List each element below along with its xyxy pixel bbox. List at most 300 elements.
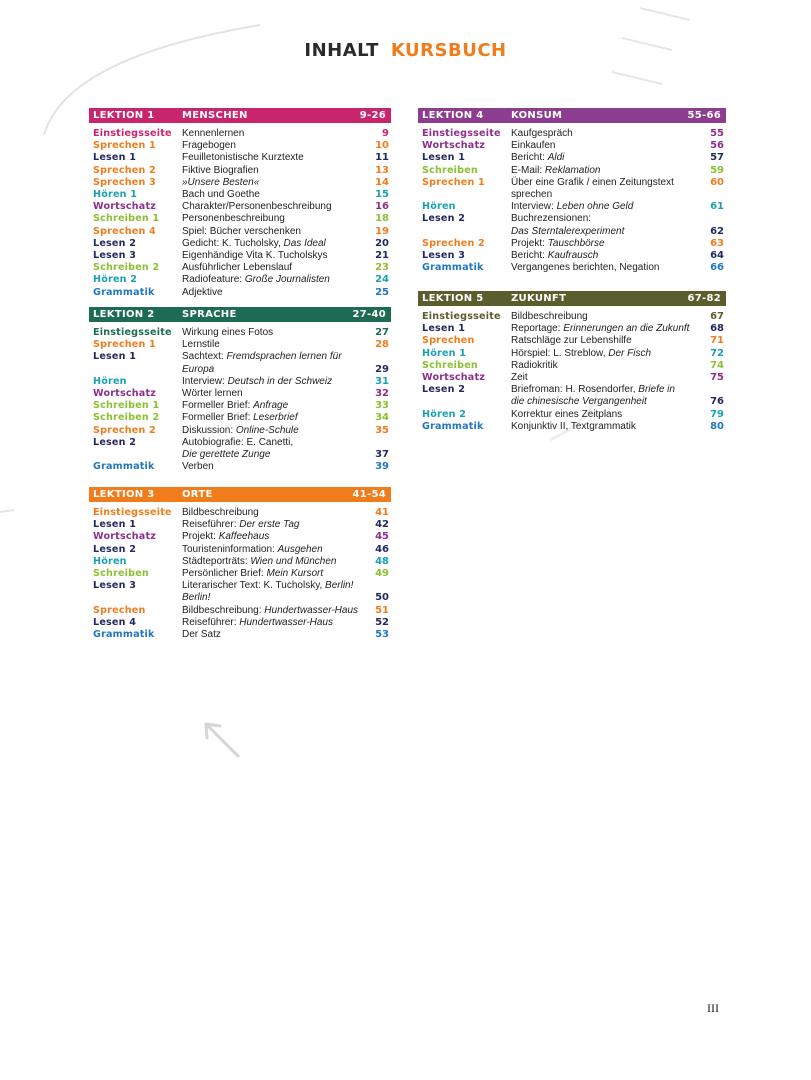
entry-category: Einstiegsseite <box>93 128 172 139</box>
entry-text-part: Formeller Brief: <box>182 412 254 424</box>
entry-page-number: 68 <box>710 323 724 335</box>
entry-category: Schreiben <box>422 164 478 176</box>
entry-text-part: Berlin! <box>325 580 354 592</box>
entry-description <box>511 384 700 396</box>
entry-text-part: Hundertwasser-Haus <box>239 616 333 628</box>
entry-text-part: Bericht: <box>511 152 548 164</box>
entry-description <box>182 213 365 225</box>
entry-text-part: Bildbeschreibung <box>182 507 259 518</box>
entry-page-number: 11 <box>375 152 389 164</box>
entry-category: Grammatik <box>93 629 155 641</box>
entry-category: Lesen 3 <box>93 250 137 262</box>
entry-page-number: 74 <box>710 359 724 371</box>
entry-text-part: Lernstile <box>182 339 220 351</box>
entry-text-part: Der Fisch <box>608 347 652 359</box>
entry-description <box>511 165 700 177</box>
entry-text-part: Europa <box>182 363 215 375</box>
entry-text-part: Literarischer Text: K. Tucholsky, <box>182 580 326 592</box>
toc-entry[interactable] <box>418 140 726 152</box>
entry-description <box>511 226 700 238</box>
entry-description <box>182 274 365 286</box>
entry-page-number: 75 <box>710 372 724 384</box>
entry-category: Lesen 1 <box>93 519 137 531</box>
entry-description <box>182 592 365 604</box>
lektion-topic: SPRACHE <box>182 309 237 320</box>
entry-text-part: Personenbeschreibung <box>182 213 285 225</box>
toc-entry[interactable] <box>89 507 391 519</box>
lektion-2-block <box>89 307 391 473</box>
lektion-header <box>89 487 391 502</box>
entry-category: Sprechen 2 <box>93 164 156 176</box>
toc-entry[interactable] <box>89 226 391 238</box>
entry-text-part: Charakter/Personenbeschreibung <box>182 201 332 213</box>
entry-text-part: Kaufgespräch <box>511 128 573 139</box>
entry-text-part: Berlin! <box>182 592 211 604</box>
lektion-header <box>418 108 726 123</box>
entry-description <box>182 617 365 629</box>
toc-entry[interactable] <box>89 177 391 189</box>
toc-entry[interactable] <box>89 568 391 580</box>
lektion-pages: 55-66 <box>687 110 721 121</box>
entry-text-part: Verben <box>182 461 214 473</box>
lektion-topic: ORTE <box>182 489 213 500</box>
lektion-entries <box>89 502 391 641</box>
entry-text-part: Sachtext: <box>182 351 227 363</box>
entry-category: Einstiegsseite <box>422 128 501 139</box>
entry-text-part: Reportage: <box>511 323 564 335</box>
entry-text-part: Korrektur eines Zeitplans <box>511 408 623 420</box>
entry-category: Lesen 3 <box>422 250 466 262</box>
entry-description <box>511 213 700 225</box>
entry-description <box>182 400 365 412</box>
lektion-pages: 41-54 <box>352 489 386 500</box>
entry-category: Lesen 2 <box>422 213 466 225</box>
lektion-entries <box>89 123 391 299</box>
entry-text-part: Reiseführer: <box>182 616 240 628</box>
entry-text-part: Vergangenes berichten, Negation <box>511 262 660 274</box>
entry-description <box>511 262 700 274</box>
toc-entry[interactable] <box>418 238 726 250</box>
entry-page-number: 45 <box>375 531 389 543</box>
entry-description <box>511 189 700 201</box>
toc-entry[interactable] <box>418 152 726 164</box>
toc-entry[interactable] <box>89 152 391 164</box>
entry-text-part: Reklamation <box>544 164 601 176</box>
entry-text-part: Das Ideal <box>283 237 326 249</box>
entry-category: Sprechen 2 <box>93 424 156 436</box>
entry-text-part: Radiofeature: <box>182 274 245 286</box>
toc-entry[interactable] <box>418 226 726 238</box>
toc-entry[interactable] <box>89 376 391 388</box>
toc-entry[interactable] <box>418 177 726 189</box>
entry-text-part: Persönlicher Brief: <box>182 568 267 580</box>
toc-entry[interactable] <box>89 556 391 568</box>
entry-text-part: Adjektive <box>182 286 223 298</box>
entry-category: Hören 1 <box>93 189 138 201</box>
toc-entry[interactable] <box>418 189 726 201</box>
entry-page-number: 56 <box>710 140 724 152</box>
entry-text-part: Interview: <box>182 375 228 387</box>
entry-text-part: Autobiografie: E. Canetti, <box>182 436 294 448</box>
entry-description <box>182 544 365 556</box>
entry-category: Sprechen 3 <box>93 176 156 188</box>
entry-page-number: 61 <box>710 201 724 213</box>
toc-entry[interactable] <box>89 437 391 449</box>
entry-text-part: Hörspiel: L. Streblow, <box>511 347 609 359</box>
entry-description <box>182 177 365 189</box>
lektion-pages: 27-40 <box>352 309 386 320</box>
toc-entry[interactable] <box>418 360 726 372</box>
toc-entry[interactable] <box>89 400 391 412</box>
entry-category: Hören 2 <box>422 408 467 420</box>
entry-description <box>182 262 365 274</box>
entry-page-number: 32 <box>375 388 389 400</box>
toc-entry[interactable] <box>89 425 391 437</box>
toc-entry[interactable] <box>418 311 726 323</box>
entry-text-part: Zeit <box>511 372 528 384</box>
entry-category: Lesen 1 <box>422 323 466 335</box>
entry-category: Einstiegsseite <box>93 327 172 338</box>
lektion-label: LEKTION 3 <box>93 489 155 500</box>
entry-description <box>182 629 365 641</box>
toc-entry[interactable] <box>418 409 726 421</box>
entry-description <box>511 335 700 347</box>
entry-category: Hören 2 <box>93 274 138 286</box>
entry-description <box>511 128 700 140</box>
entry-description <box>511 323 700 335</box>
entry-category: Grammatik <box>422 420 484 432</box>
toc-entry[interactable] <box>418 348 726 360</box>
toc-entry[interactable] <box>89 274 391 286</box>
entry-page-number: 13 <box>375 164 389 176</box>
entry-text-part: Wirkung eines Fotos <box>182 327 274 338</box>
entry-category: Einstiegsseite <box>93 507 172 518</box>
entry-page-number: 50 <box>375 592 389 604</box>
lektion-header <box>89 108 391 123</box>
toc-entry[interactable] <box>89 592 391 604</box>
entry-text-part: sprechen <box>511 189 553 201</box>
toc-entry[interactable] <box>418 128 726 140</box>
lektion-entries <box>89 322 391 473</box>
entry-text-part: Das Sterntalerexperiment <box>511 225 625 237</box>
entry-page-number: 55 <box>710 128 724 139</box>
toc-entry[interactable] <box>89 250 391 262</box>
entry-category: Wortschatz <box>93 201 157 213</box>
entry-text-part: Bericht: <box>511 250 548 262</box>
toc-entry[interactable] <box>89 213 391 225</box>
toc-entry[interactable] <box>89 201 391 213</box>
entry-description <box>511 140 700 152</box>
toc-entry[interactable] <box>89 617 391 629</box>
entry-description <box>182 412 365 424</box>
entry-page-number: 27 <box>375 327 389 338</box>
toc-entry[interactable] <box>89 580 391 592</box>
entry-description <box>182 376 365 388</box>
entry-page-number: 29 <box>375 363 389 375</box>
toc-entry[interactable] <box>418 335 726 347</box>
toc-entry[interactable] <box>418 213 726 225</box>
entry-text-part: E-Mail: <box>511 164 545 176</box>
entry-page-number: 37 <box>375 449 389 461</box>
entry-text-part: Projekt: <box>511 237 548 249</box>
entry-page-number: 39 <box>375 461 389 473</box>
entry-text-part: Leben ohne Geld <box>556 201 634 213</box>
entry-category: Wortschatz <box>422 372 486 384</box>
lektion-topic: ZUKUNFT <box>511 293 567 304</box>
entry-description <box>511 372 700 384</box>
entry-description <box>511 177 700 189</box>
entry-description <box>182 152 365 164</box>
toc-entry[interactable] <box>418 396 726 408</box>
entry-text-part: Mein Kursort <box>266 568 324 580</box>
page-number: III <box>707 1001 719 1015</box>
entry-text-part: Erinnerungen an die Zukunft <box>563 323 690 335</box>
entry-page-number: 15 <box>375 189 389 201</box>
entry-category: Schreiben 1 <box>93 400 160 412</box>
entry-page-number: 71 <box>710 335 724 347</box>
entry-page-number: 21 <box>375 250 389 262</box>
toc-entry[interactable] <box>89 238 391 250</box>
entry-text-part: Die gerettete Zunge <box>182 449 271 461</box>
lektion-entries <box>418 123 726 274</box>
entry-category: Sprechen 1 <box>422 176 485 188</box>
entry-description <box>182 201 365 213</box>
entry-text-part: Spiel: Bücher verschenken <box>182 225 301 237</box>
entry-description <box>182 580 365 592</box>
entry-page-number: 60 <box>710 176 724 188</box>
lektion-5-block <box>418 291 726 433</box>
entry-page-number: 16 <box>375 201 389 213</box>
entry-text-part: Kaufrausch <box>547 250 599 262</box>
entry-page-number: 42 <box>375 519 389 531</box>
toc-entry[interactable] <box>418 323 726 335</box>
entry-description <box>182 364 365 376</box>
page-title <box>0 40 811 61</box>
entry-text-part: Kennenlernen <box>182 128 245 139</box>
entry-description <box>511 396 700 408</box>
entry-category: Grammatik <box>93 286 155 298</box>
entry-page-number: 31 <box>375 375 389 387</box>
entry-page-number: 66 <box>710 262 724 274</box>
toc-entry[interactable] <box>418 384 726 396</box>
entry-category: Schreiben 1 <box>93 213 160 225</box>
entry-description <box>182 519 365 531</box>
entry-text-part: »Unsere Besten« <box>182 176 260 188</box>
entry-description <box>182 425 365 437</box>
toc-entry[interactable] <box>89 388 391 400</box>
entry-category: Schreiben 2 <box>93 262 160 274</box>
toc-entry[interactable] <box>89 519 391 531</box>
toc-entry[interactable] <box>89 461 391 473</box>
entry-page-number: 33 <box>375 400 389 412</box>
entry-text-part: Über eine Grafik / einen Zeitungstext <box>511 176 674 188</box>
lektion-header <box>89 307 391 322</box>
toc-entry[interactable] <box>89 364 391 376</box>
entry-page-number: 18 <box>375 213 389 225</box>
entry-description <box>182 165 365 177</box>
entry-text-part: Briefroman: H. Rosendorfer, <box>511 384 639 396</box>
entry-category: Schreiben 2 <box>93 412 160 424</box>
entry-text-part: Interview: <box>511 201 557 213</box>
lektion-1-block <box>89 108 391 299</box>
entry-page-number: 46 <box>375 543 389 555</box>
entry-page-number: 23 <box>375 262 389 274</box>
entry-description <box>182 238 365 250</box>
entry-category: Hören <box>93 375 127 387</box>
toc-entry[interactable] <box>89 449 391 461</box>
entry-category: Lesen 1 <box>93 351 137 363</box>
lektion-pages: 9-26 <box>359 110 386 121</box>
entry-category: Hören <box>93 555 127 567</box>
entry-description <box>511 250 700 262</box>
entry-page-number: 14 <box>375 176 389 188</box>
entry-page-number: 80 <box>710 420 724 432</box>
entry-description <box>511 360 700 372</box>
entry-text-part: Online-Schule <box>235 424 299 436</box>
toc-entry[interactable] <box>89 327 391 339</box>
entry-text-part: Radiokritik <box>511 359 558 371</box>
entry-text-part: Fragebogen <box>182 140 236 152</box>
toc-entry[interactable] <box>89 629 391 641</box>
lektion-3-block <box>89 487 391 641</box>
entry-category: Einstiegsseite <box>422 311 501 322</box>
title-kursbuch: KURSBUCH <box>390 40 507 61</box>
toc-entry[interactable] <box>89 531 391 543</box>
entry-description <box>182 327 365 339</box>
entry-category: Lesen 2 <box>93 543 137 555</box>
entry-text-part: Formeller Brief: <box>182 400 254 412</box>
entry-text-part: Fremdsprachen lernen für <box>226 351 342 363</box>
entry-page-number: 59 <box>710 164 724 176</box>
entry-page-number: 28 <box>375 339 389 351</box>
entry-text-part: Wörter lernen <box>182 388 243 400</box>
entry-text-part: Eigenhändige Vita K. Tucholskys <box>182 250 328 262</box>
toc-entry[interactable] <box>89 128 391 140</box>
entry-page-number: 9 <box>382 128 389 139</box>
entry-page-number: 64 <box>710 250 724 262</box>
entry-category: Sprechen <box>93 604 146 616</box>
entry-text-part: Projekt: <box>182 531 219 543</box>
entry-page-number: 25 <box>375 286 389 298</box>
entry-category: Grammatik <box>93 461 155 473</box>
toc-entry[interactable] <box>418 165 726 177</box>
entry-page-number: 76 <box>710 396 724 408</box>
entry-description <box>182 189 365 201</box>
entry-description <box>511 201 700 213</box>
entry-category: Sprechen 4 <box>93 225 156 237</box>
entry-description <box>182 507 365 519</box>
toc-entry[interactable] <box>89 605 391 617</box>
entry-page-number: 72 <box>710 347 724 359</box>
entry-description <box>182 388 365 400</box>
toc-entry[interactable] <box>89 165 391 177</box>
toc-entry[interactable] <box>418 250 726 262</box>
entry-category: Hören <box>422 201 456 213</box>
entry-description <box>182 531 365 543</box>
entry-description <box>182 437 365 449</box>
toc-entry[interactable] <box>89 544 391 556</box>
entry-text-part: Aldi <box>547 152 565 164</box>
entry-page-number: 63 <box>710 237 724 249</box>
entry-page-number: 24 <box>375 274 389 286</box>
entry-page-number: 52 <box>375 616 389 628</box>
entry-text-part: Anfrage <box>253 400 289 412</box>
entry-page-number: 20 <box>375 237 389 249</box>
toc-entry[interactable] <box>89 339 391 351</box>
entry-category: Lesen 2 <box>422 384 466 396</box>
entry-text-part: Tauschbörse <box>547 237 605 249</box>
lektion-label: LEKTION 2 <box>93 309 155 320</box>
entry-page-number: 35 <box>375 424 389 436</box>
entry-description <box>182 287 365 299</box>
entry-text-part: Deutsch in der Schweiz <box>227 375 333 387</box>
entry-description <box>182 339 365 351</box>
toc-entry[interactable] <box>418 262 726 274</box>
entry-text-part: Briefe in <box>638 384 675 396</box>
entry-text-part: Fiktive Biografien <box>182 164 259 176</box>
lektion-topic: MENSCHEN <box>182 110 248 121</box>
lektion-entries <box>418 306 726 433</box>
entry-description <box>511 409 700 421</box>
entry-page-number: 62 <box>710 225 724 237</box>
entry-category: Sprechen 1 <box>93 339 156 351</box>
entry-text-part: Der erste Tag <box>239 519 300 531</box>
entry-page-number: 79 <box>710 408 724 420</box>
toc-entry[interactable] <box>89 189 391 201</box>
entry-description <box>511 348 700 360</box>
toc-entry[interactable] <box>418 421 726 433</box>
entry-page-number: 51 <box>375 604 389 616</box>
entry-category: Schreiben <box>422 359 478 371</box>
entry-text-part: Diskussion: <box>182 424 236 436</box>
entry-description <box>511 311 700 323</box>
entry-page-number: 34 <box>375 412 389 424</box>
entry-category: Sprechen 1 <box>93 140 156 152</box>
entry-text-part: Kaffeehaus <box>218 531 270 543</box>
lektion-4-block <box>418 108 726 274</box>
entry-category: Sprechen <box>422 335 475 347</box>
entry-category: Hören 1 <box>422 347 467 359</box>
entry-page-number: 49 <box>375 568 389 580</box>
title-inhalt: INHALT <box>304 40 379 61</box>
lektion-header <box>418 291 726 306</box>
toc-entry[interactable] <box>89 140 391 152</box>
toc-entry[interactable] <box>89 412 391 424</box>
entry-page-number: 41 <box>375 507 389 518</box>
lektion-pages: 67-82 <box>687 293 721 304</box>
entry-description <box>182 128 365 140</box>
toc-entry[interactable] <box>89 351 391 363</box>
entry-text-part: Hundertwasser-Haus <box>264 604 359 616</box>
toc-entry[interactable] <box>418 372 726 384</box>
entry-text-part: Touristeninformation: <box>182 543 278 555</box>
entry-category: Grammatik <box>422 262 484 274</box>
entry-category: Lesen 1 <box>93 152 137 164</box>
entry-description <box>511 152 700 164</box>
entry-text-part: Ratschläge zur Lebenshilfe <box>511 335 632 347</box>
entry-text-part: Bildbeschreibung <box>511 311 588 322</box>
entry-category: Wortschatz <box>93 531 157 543</box>
entry-description <box>182 140 365 152</box>
entry-description <box>182 351 365 363</box>
lektion-label: LEKTION 5 <box>422 293 484 304</box>
toc-entry[interactable] <box>89 287 391 299</box>
entry-category: Lesen 4 <box>93 616 137 628</box>
entry-category: Lesen 3 <box>93 580 137 592</box>
toc-entry[interactable] <box>418 201 726 213</box>
toc-entry[interactable] <box>89 262 391 274</box>
lektion-topic: KONSUM <box>511 110 563 121</box>
